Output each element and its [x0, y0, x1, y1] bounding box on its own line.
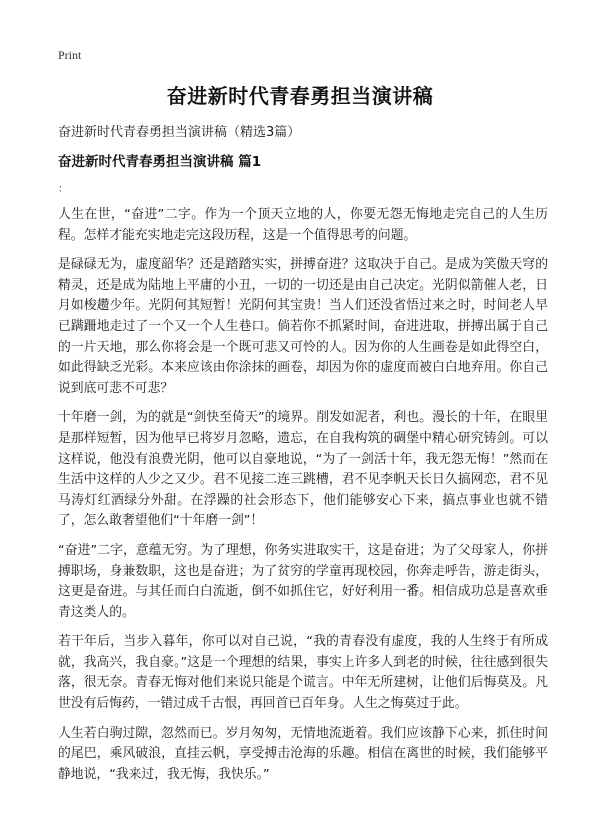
page-title: 奋进新时代青春勇担当演讲稿: [166, 84, 434, 108]
section-heading: 奋进新时代青春勇担当演讲稿 篇1: [58, 154, 262, 170]
document-subtitle: 奋进新时代青春勇担当演讲稿（精选3篇）: [58, 125, 301, 140]
article-body: [58, 205, 548, 794]
paragraph-2: 是碌碌无为，虚度韶华？还是踏踏实实，拼搏奋进？这取决于自己。是成为笑傲天穹的精灵，还是成为陆地上平庸的小丑，一切的一切还是由自己决定。光阴似箭催人老，日月如梭趱少年。光阴何其短暂！光阴何其宝贵！当人们还没省悟过来之时，时间老人早已蹒跚地走过了一个又一个人生巷口。倘若你不抓紧时间，奋进进取，拼搏出属于自己的一片天地，那么你将会是一个既可悲又可怜的人。因为你的人生画卷是如此得空白，如此得缺乏光彩。本来应该由你涂抹的画卷，却因为你的虚度而被白白地弃用。你自己说到底可悲不可悲？: [58, 257, 548, 396]
paragraph-1: 人生在世，“奋进”二字。作为一个顶天立地的人，你要无怨无悔地走完自己的人生历程。怎样才能充实地走完这段历程，这是一个值得思考的问题。: [58, 207, 548, 243]
paragraph-5: 若干年后，当步入暮年，你可以对自己说，“我的青春没有虚度，我的人生终于有所成就，我高兴，我自豪。”这是一个理想的结果，事实上许多人到老的时候，往往感到很失落，很无奈。青春无悔对他们来说只能是个谎言。中年无所建树，让他们后悔莫及。凡世没有后悔药，一错过成千古恨，再回首已百年身。人生之悔莫过于此。: [58, 634, 548, 712]
paragraph-3: 十年磨一剑，为的就是“剑快至倚天”的境界。削发如泥者，利也。漫长的十年，在眼里是那样短暂，因为他早已将岁月忽略，遗忘，在自我构筑的碉堡中精心研究铸剑。可以这样说，他没有浪费光阴，他可以自豪地说，“为了一剑活十年，我无怨无悔！”然而在生活中这样的人少之又少。君不见接二连三跳槽，君不见李帆天长日久搞网恋，君不见马涛灯红酒绿分外甜。在浮躁的社会形态下，他们能够安心下来，搞点事业也就不错了，怎么敢奢望他们“十年磨一剑”！: [58, 410, 548, 529]
punctuation-mark: ：: [58, 184, 68, 195]
paragraph-6: 人生若白驹过隙，忽然而已。岁月匆匆，无情地流逝着。我们应该静下心来，抓住时间的尾巴，乘风破浪，直挂云帆，享受搏击沧海的乐趣。相信在离世的时候，我们能够平静地说，“我来过，我无悔，我快乐。”: [58, 725, 548, 782]
print-link[interactable]: Print: [58, 48, 82, 62]
paragraph-4: “奋进”二字，意蕴无穷。为了理想，你务实进取实干，这是奋进；为了父母家人，你拼搏职场，身兼数职，这也是奋进；为了贫穷的学童再现校园，你奔走呼告，游走街头，这更是奋进。与其任而白白流逝，倒不如抓住它，好好利用一番。相信成功总是喜欢垂青这类人的。: [58, 542, 548, 620]
